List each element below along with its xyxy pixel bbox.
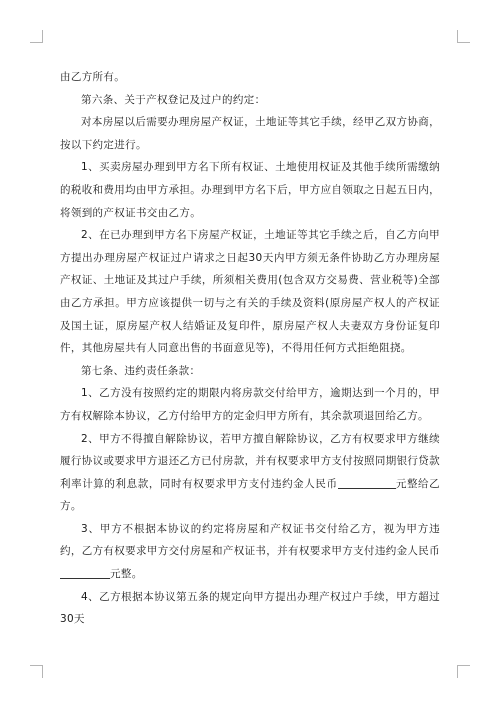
- clause-2-text: 2、甲方不得擅自解除协议，若甲方擅自解除协议，乙方有权要求甲方继续履行协议或要求甲方退还乙方已付房款，并有权要求甲方支付按照同期银行贷款利率计算的利息款，同时有权要求甲方支付违约金人民币: [60, 432, 440, 490]
- article-7-clause-4: 4、乙方根据本协议第五条的规定向甲方提出办理产权过户手续，甲方超过30天: [60, 590, 440, 626]
- article-7-clause-3: [60, 518, 440, 586]
- article-7-clause-1: 1、乙方没有按照约定的期限内将房款交付给甲方，逾期达到一个月的，甲方有权解除本协议，乙方付给甲方的定金归甲方所有，其余款项退回给乙方。: [60, 387, 440, 422]
- article-6-heading: 第六条、关于产权登记及过户的约定：: [81, 93, 266, 106]
- crop-mark-bottom-right: [457, 665, 470, 678]
- article-6-intro: 对本房屋以后需要办理房屋产权证，土地证等其它手续，经甲乙双方协商，按以下约定进行。: [60, 116, 440, 151]
- clause-3-text: 3、甲方不根据本协议的约定将房屋和产权证书交付给乙方，视为甲方违约，乙方有权要求甲方交付房屋和产权证书，并有权要求甲方支付违约金人民币: [60, 522, 440, 558]
- article-7-heading: 第七条、违约责任条款：: [81, 364, 201, 377]
- article-6-clause-1: 1、买卖房屋办理到甲方名下所有权证、土地使用权证及其他手续所需缴纳的税收和费用均由甲方承担。办理到甲方名下后，甲方应自领取之日起五日内，将领到的产权证书交由乙方。: [60, 161, 440, 219]
- article-6-clause-2: 2、在已办理到甲方名下房屋产权证，土地证等其它手续之后，自乙方向甲方提出办理房屋产权证过户请求之日起30天内甲方须无条件协助乙方办理房屋产权证、土地证及其过户手续，所须相关费用(包含双方交易费、营业税等)全部由乙方承担。甲方应该提供一切与之有关的手续及资料(原房屋产权人的产权证及国土证，原房屋产权人结婚证及复印件，原房屋产权人夫妻双方身份证复印件，其他房屋共有人同意出售的书面意见等)，不得用任何方式拒绝阻挠。: [60, 229, 440, 355]
- paragraph-continuation: 由乙方所有。: [60, 71, 126, 83]
- clause-2-ending: 元整给乙方。: [60, 477, 441, 513]
- amount-blank-line: [60, 565, 110, 579]
- clause-3-ending: 元整。: [110, 568, 143, 581]
- article-7-clause-2: [60, 428, 440, 518]
- crop-mark-bottom-left: [30, 665, 43, 678]
- document-page: [60, 66, 440, 631]
- crop-mark-top-right: [457, 30, 470, 43]
- crop-mark-top-left: [30, 30, 43, 43]
- amount-blank-line: [338, 475, 396, 489]
